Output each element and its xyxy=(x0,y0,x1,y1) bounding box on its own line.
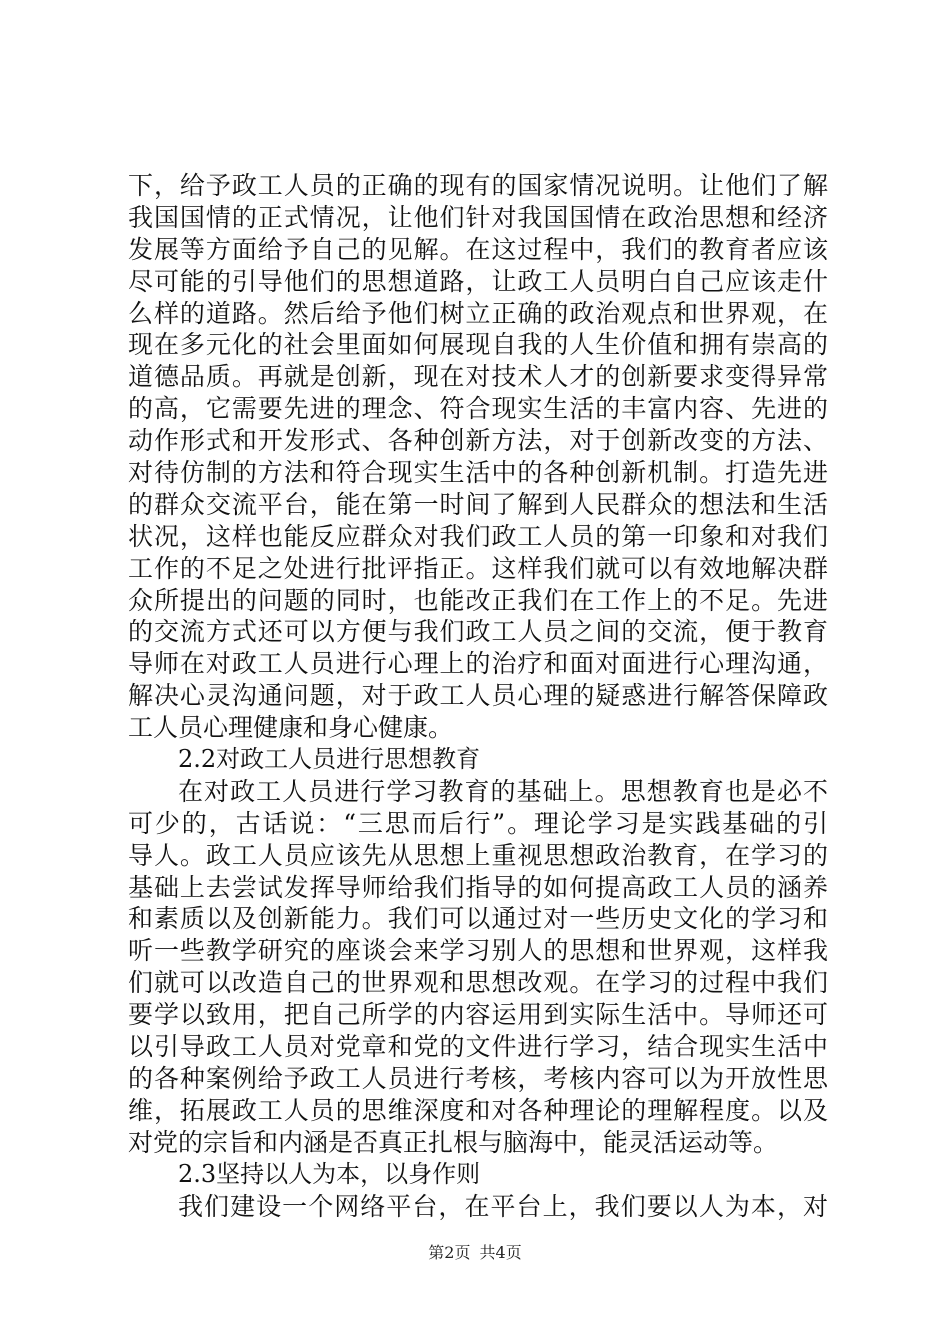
text-line: 要学以致用，把自己所学的内容运用到实际生活中。导师还可 xyxy=(128,1000,828,1030)
text-line: 的各种案例给予政工人员进行考核，考核内容可以为开放性思 xyxy=(128,1063,828,1093)
section-heading: 2.3坚持以人为本，以身作则 xyxy=(178,1159,481,1188)
document-body xyxy=(128,170,828,1222)
page-number: 第2页 xyxy=(428,1243,471,1262)
text-line: 的群众交流平台，能在第一时间了解到人民群众的想法和生活 xyxy=(128,489,828,519)
text-line: 导人。政工人员应该先从思想上重视思想政治教育，在学习的 xyxy=(128,840,828,870)
text-line: 对待仿制的方法和符合现实生活中的各种创新机制。打造先进 xyxy=(128,458,828,488)
text-line: 我们建设一个网络平台，在平台上，我们要以人为本，对 xyxy=(178,1191,828,1221)
text-line: 工作的不足之处进行批评指正。这样我们就可以有效地解决群 xyxy=(128,553,828,583)
text-line: 听一些教学研究的座谈会来学习别人的思想和世界观，这样我 xyxy=(128,936,828,966)
text-line: 基础上去尝试发挥导师给我们指导的如何提高政工人员的涵养 xyxy=(128,872,828,902)
text-line: 发展等方面给予自己的见解。在这过程中，我们的教育者应该 xyxy=(128,234,828,264)
text-line: 可少的，古话说：“三思而后行”。理论学习是实践基础的引 xyxy=(128,808,828,838)
text-line: 工人员心理健康和身心健康。 xyxy=(128,713,454,743)
text-line: 在对政工人员进行学习教育的基础上。思想教育也是必不 xyxy=(178,776,828,806)
text-line: 导师在对政工人员进行心理上的治疗和面对面进行心理沟通， xyxy=(128,649,828,679)
text-line: 解决心灵沟通问题，对于政工人员心理的疑惑进行解答保障政 xyxy=(128,681,828,711)
text-line: 动作形式和开发形式、各种创新方法，对于创新改变的方法、 xyxy=(128,426,828,456)
text-line: 对党的宗旨和内涵是否真正扎根与脑海中，能灵活运动等。 xyxy=(128,1127,779,1157)
text-line: 和素质以及创新能力。我们可以通过对一些历史文化的学习和 xyxy=(128,904,828,934)
text-line: 尽可能的引导他们的思想道路，让政工人员明白自己应该走什 xyxy=(128,266,828,296)
text-line: 下，给予政工人员的正确的现有的国家情况说明。让他们了解 xyxy=(128,171,828,200)
text-line: 们就可以改造自己的世界观和思想改观。在学习的过程中我们 xyxy=(128,968,828,998)
text-line: 现在多元化的社会里面如何展现自我的人生价值和拥有崇高的 xyxy=(128,330,828,360)
text-line: 状况，这样也能反应群众对我们政工人员的第一印象和对我们 xyxy=(128,521,828,551)
total-pages: 共4页 xyxy=(479,1243,522,1262)
text-line: 的交流方式还可以方便与我们政工人员之间的交流，便于教育 xyxy=(128,617,828,647)
text-line: 众所提出的问题的同时，也能改正我们在工作上的不足。先进 xyxy=(128,585,828,615)
section-heading: 2.2对政工人员进行思想教育 xyxy=(178,745,481,774)
text-line: 以引导政工人员对党章和党的文件进行学习，结合现实生活中 xyxy=(128,1032,828,1062)
text-line: 维，拓展政工人员的思维深度和对各种理论的理解程度。以及 xyxy=(128,1095,828,1125)
text-line: 的高，它需要先进的理念、符合现实生活的丰富内容、先进的 xyxy=(128,394,828,424)
text-line: 我国国情的正式情况，让他们针对我国国情在政治思想和经济 xyxy=(128,202,828,232)
page-footer xyxy=(0,1240,950,1263)
text-line: 道德品质。再就是创新，现在对技术人才的创新要求变得异常 xyxy=(128,362,828,392)
text-line: 么样的道路。然后给予他们树立正确的政治观点和世界观，在 xyxy=(128,298,828,328)
